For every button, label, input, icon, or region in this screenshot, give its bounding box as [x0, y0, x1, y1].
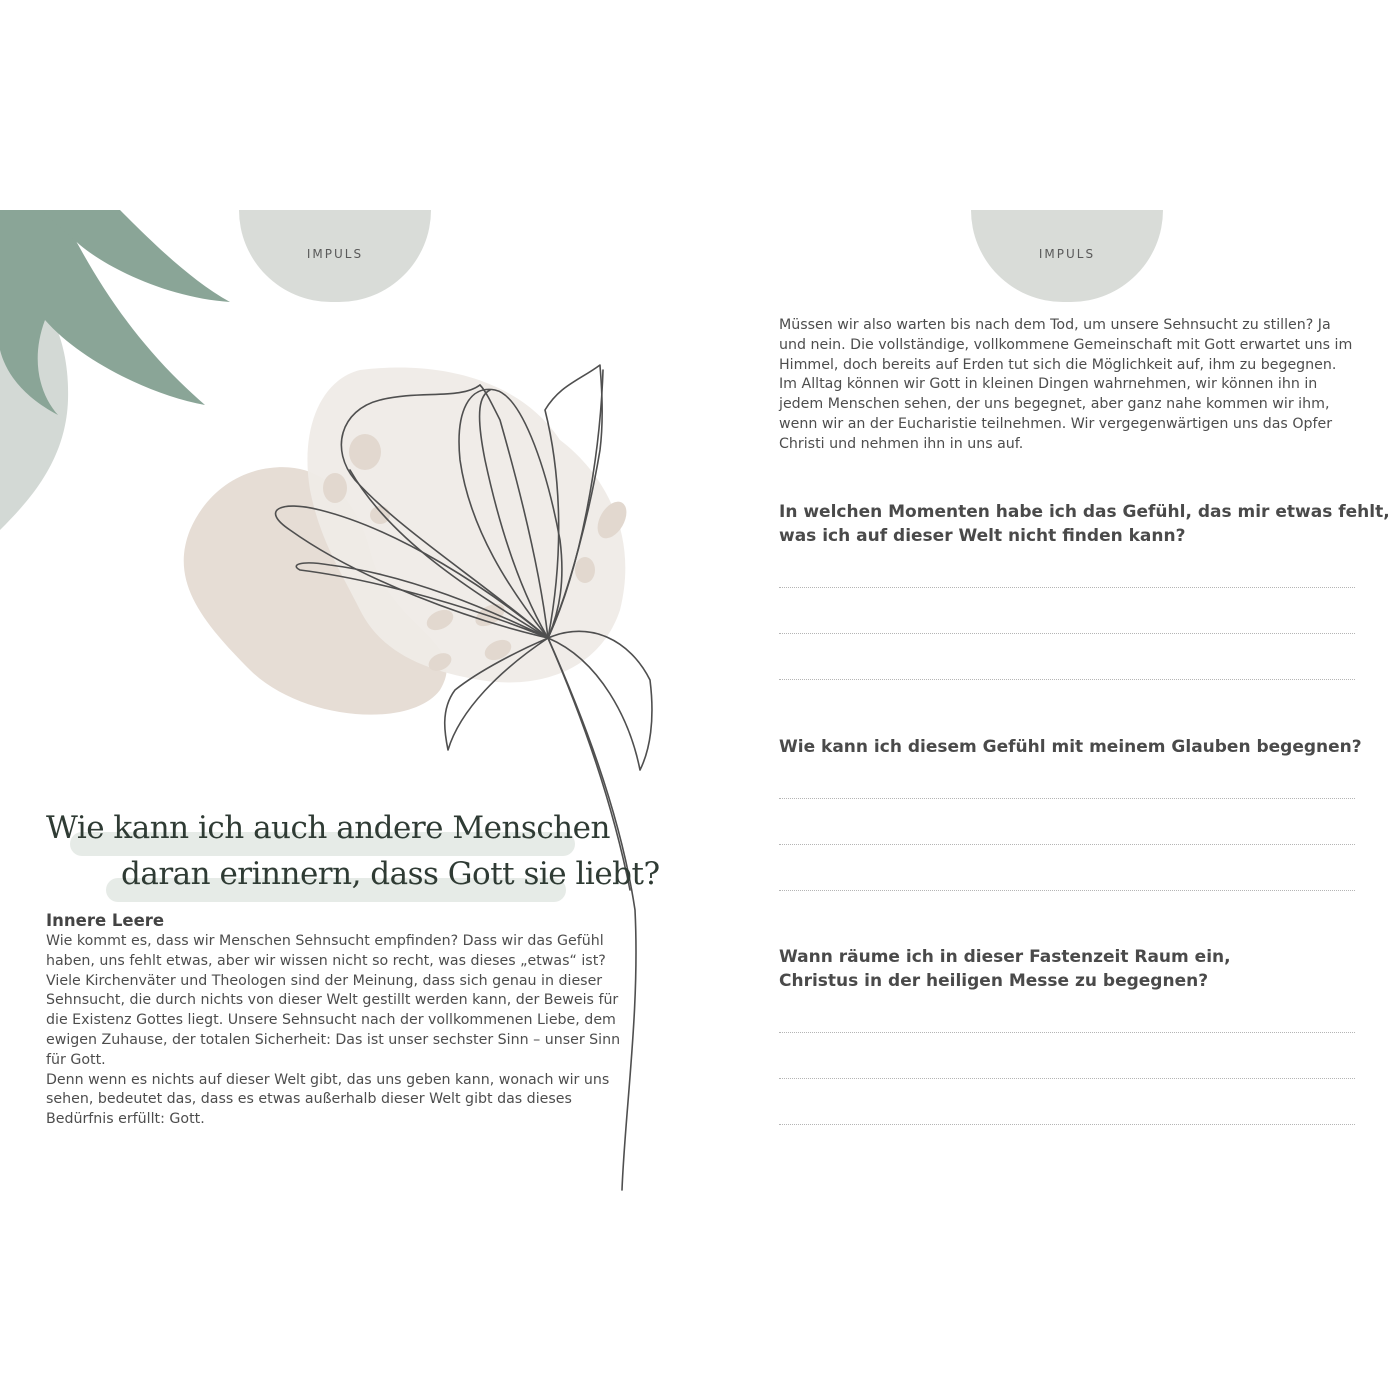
question-line: Wie kann ich diesem Gefühl mit meinem Glauben begegnen? [779, 737, 1362, 757]
dot [370, 506, 390, 524]
section-title: Innere Leere [46, 911, 165, 930]
right-page [700, 210, 1400, 1210]
answer-line[interactable] [779, 587, 1355, 588]
answer-line[interactable] [779, 890, 1355, 891]
intro-paragraph: Müssen wir also warten bis nach dem Tod, um unsere Sehnsucht zu stillen? Ja und nein. Die vollständige, vollkommene Gemeinschaft mit Gott erwartet uns im Himmel, doch bereits auf Erden tut sich die Möglichkeit auf, ihm zu begegnen. Im Alltag können wir Gott in kleinen Dingen wahrnehmen, wir können ihn in jedem Menschen sehen, der uns begegnet, aber ganz nahe kommen wir ihm, wenn wir an der Eucharistie teilnehmen. Wir vergegenwärtigen uns das Opfer Christi und nehmen ihn in uns auf. [779, 317, 1353, 452]
dot [349, 434, 381, 470]
answer-line[interactable] [779, 1124, 1355, 1125]
dot [575, 557, 595, 583]
question-line: was ich auf dieser Welt nicht finden kann? [779, 526, 1186, 546]
question-2 [779, 735, 1362, 759]
quote-line-1: Wie kann ich auch andere Menschen [46, 810, 610, 846]
answer-line[interactable] [779, 633, 1355, 634]
question-line: In welchen Momenten habe ich das Gefühl, das mir etwas fehlt, [779, 502, 1390, 522]
paragraph: Denn wenn es nichts auf dieser Welt gibt, das uns geben kann, wonach wir uns sehen, bedeutet das, dass es etwas außerhalb dieser Welt gibt das dieses Bedürfnis erfüllt: Gott. [46, 1071, 610, 1128]
answer-line[interactable] [779, 798, 1355, 799]
question-3 [779, 945, 1359, 993]
dot [323, 473, 347, 503]
answer-line[interactable] [779, 1078, 1355, 1079]
left-body-text [46, 910, 626, 1130]
answer-line[interactable] [779, 679, 1355, 680]
answer-line[interactable] [779, 1032, 1355, 1033]
left-page [0, 210, 700, 1210]
question-line: Christus in der heiligen Messe zu begegnen? [779, 971, 1209, 991]
tab-label: IMPULS [1038, 247, 1096, 261]
answer-line[interactable] [779, 844, 1355, 845]
paragraph: Wie kommt es, dass wir Menschen Sehnsucht empfinden? Dass wir das Gefühl haben, uns fehlt etwas, aber wir wissen nicht so recht, was dieses „etwas“ ist? Viele Kirchenväter und Theologen sind der Meinung, dass sich genau in dieser Sehnsucht, die durch nichts von dieser Welt gestillt werden kann, der Beweis für die Existenz Gottes liegt. Unsere Sehnsucht nach der vollkommenen Liebe, dem ewigen Zuhause, der totalen Sicherheit: Das ist unser sechster Sinn – unser Sinn für Gott. [46, 933, 621, 1068]
quote-line-2: daran erinnern, dass Gott sie liebt? [121, 856, 660, 892]
question-1 [779, 500, 1390, 548]
tab-label: IMPULS [306, 247, 364, 261]
question-line: Wann räume ich in dieser Fastenzeit Raum ein, [779, 947, 1231, 967]
impuls-tab-right [971, 210, 1163, 302]
